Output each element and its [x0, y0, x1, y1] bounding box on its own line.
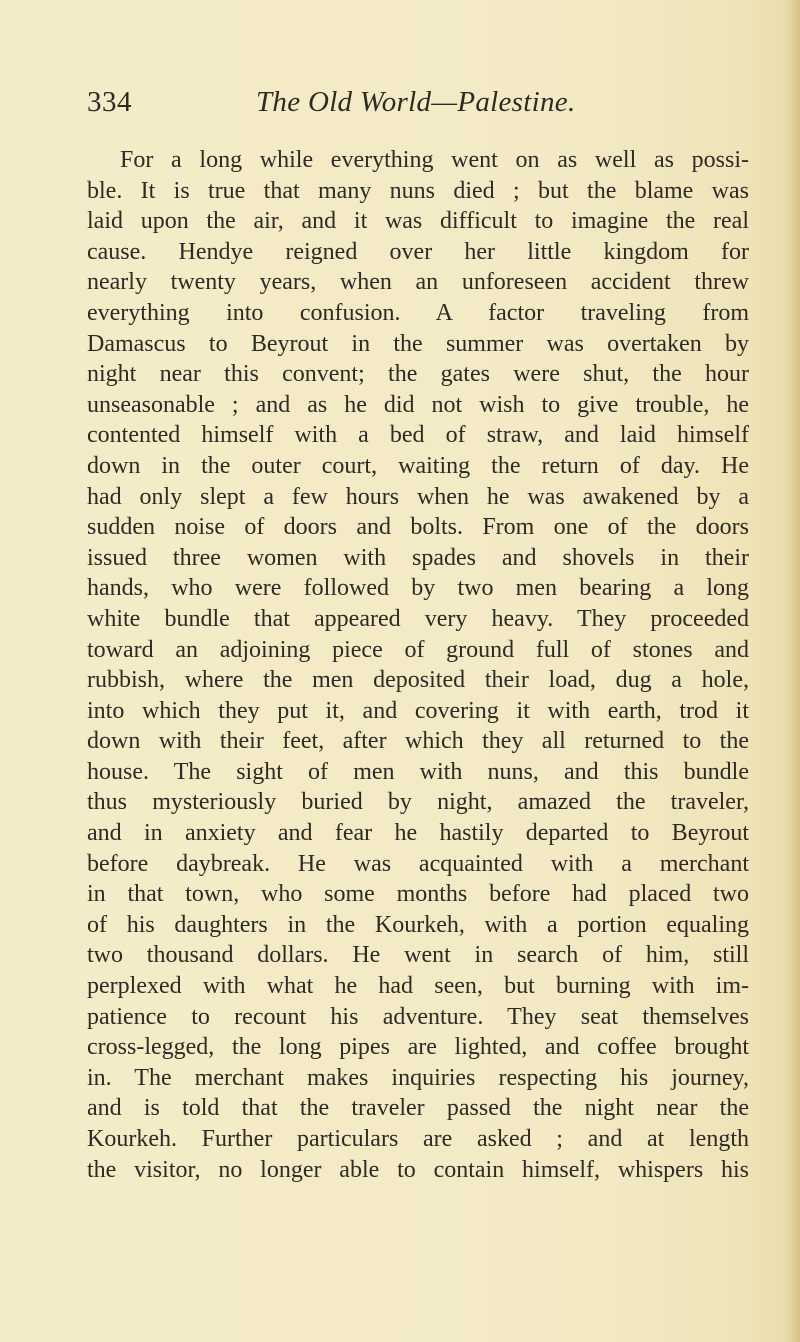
- text-line: Kourkeh. Further particulars are asked ; and at length: [87, 1126, 749, 1152]
- running-title: The Old World—Palestine.: [256, 86, 576, 118]
- text-line: For a long while everything went on as well as possi-: [120, 147, 749, 173]
- text-line: rubbish, where the men deposited their load, dug a hole,: [87, 667, 749, 694]
- text-line: hands, who were followed by two men bearing a long: [87, 575, 749, 602]
- text-line: down in the outer court, waiting the return of day. He: [87, 452, 749, 479]
- text-line: and in anxiety and fear he hastily departed to Beyrout: [87, 820, 749, 847]
- text-line: toward an adjoining piece of ground full of stones and: [87, 636, 749, 663]
- text-line: had only slept a few hours when he was awakened by a: [87, 483, 749, 510]
- page-header: [87, 86, 747, 126]
- page-number: 334: [87, 86, 132, 118]
- text-line: contented himself with a bed of straw, and laid himself: [87, 422, 749, 449]
- text-line: in. The merchant makes inquiries respecting his journey,: [87, 1064, 749, 1091]
- text-line: cross-legged, the long pipes are lighted, and coffee brought: [87, 1034, 749, 1061]
- text-line: two thousand dollars. He went in search of him, still: [87, 942, 749, 969]
- text-line: of his daughters in the Kourkeh, with a portion equaling: [87, 911, 749, 938]
- text-line: house. The sight of men with nuns, and this bundle: [87, 758, 749, 785]
- body-text: [87, 145, 749, 1185]
- text-line: perplexed with what he had seen, but burning with im-: [87, 973, 749, 1000]
- text-line: unseasonable ; and as he did not wish to give trouble, he: [87, 391, 749, 418]
- text-line: nearly twenty years, when an unforeseen accident threw: [87, 269, 749, 296]
- text-line: cause. Hendye reigned over her little kingdom for: [87, 238, 749, 265]
- text-line: ble. It is true that many nuns died ; but the blame was: [87, 177, 749, 204]
- text-line: and is told that the traveler passed the night near the: [87, 1095, 749, 1122]
- text-line: sudden noise of doors and bolts. From one of the doors: [87, 514, 749, 541]
- text-line: down with their feet, after which they all returned to the: [87, 728, 749, 755]
- text-line: issued three women with spades and shovels in their: [87, 544, 749, 571]
- text-line: everything into confusion. A factor traveling from: [87, 299, 749, 326]
- text-line: night near this convent; the gates were shut, the hour: [87, 361, 749, 388]
- text-line: white bundle that appeared very heavy. They proceeded: [87, 605, 749, 632]
- text-line: laid upon the air, and it was difficult to imagine the real: [87, 208, 749, 235]
- text-line: patience to recount his adventure. They seat themselves: [87, 1003, 749, 1030]
- text-line: in that town, who some months before had placed two: [87, 881, 749, 908]
- text-line: thus mysteriously buried by night, amazed the traveler,: [87, 789, 749, 816]
- text-line: before daybreak. He was acquainted with a merchant: [87, 850, 749, 877]
- text-line: the visitor, no longer able to contain himself, whispers his: [87, 1156, 749, 1183]
- text-line: into which they put it, and covering it with earth, trod it: [87, 697, 749, 724]
- page-edge-shadow: [786, 0, 800, 1342]
- text-line: Damascus to Beyrout in the summer was overtaken by: [87, 330, 749, 357]
